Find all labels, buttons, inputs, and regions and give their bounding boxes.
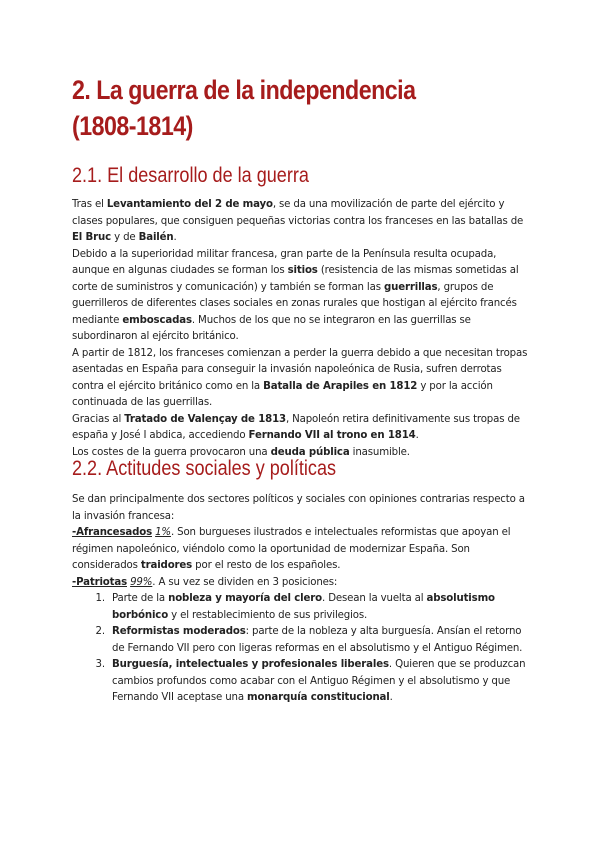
text: Gracias al	[72, 413, 125, 425]
bold-text: Burguesía, intelectuales y profesionales liberales	[112, 659, 389, 670]
bold-text: deuda pública	[270, 446, 350, 458]
bold-text: Levantamiento del 2 de mayo	[106, 199, 273, 210]
paragraph	[72, 346, 532, 412]
list-item	[108, 624, 532, 657]
text: , Napoleón retira definitivamente sus tropas de españa y José I abdica, accediendo	[72, 413, 520, 441]
text: Debido a la superioridad militar francesa, gran parte de la Península resulta ocupada, aunque en algunas ciudades se forman los	[72, 248, 497, 276]
bold-text: traidores	[140, 560, 193, 571]
patriotas-list	[72, 591, 532, 707]
subsection-title-actitudes: 2.2. Actitudes sociales y políticas	[72, 457, 337, 480]
bold-text: emboscadas	[122, 314, 192, 326]
section-title-line1: 2. La guerra de la independencia	[72, 75, 416, 105]
bold-text: nobleza y mayoría del clero	[168, 593, 323, 604]
text: . Muchos de los que no se integraron en las guerrillas se subordinaron al ejército británico.	[72, 314, 471, 342]
section-title-line2: (1808-1814)	[72, 111, 193, 141]
text: , grupos de guerrilleros de diferentes clases sociales en zonas rurales que hostigan al ejército francés mediante	[72, 281, 517, 326]
afrancesados-percent: 1%	[155, 527, 171, 538]
text: .	[173, 232, 177, 243]
bold-text: Tratado de Valençay de 1813	[124, 413, 286, 425]
text: y el restablecimiento de sus privilegios.	[168, 609, 368, 621]
bold-text: guerrillas	[383, 281, 438, 293]
afrancesados-paragraph	[72, 525, 532, 575]
patriotas-percent: 99%	[130, 576, 153, 588]
text: Tras el	[72, 199, 107, 210]
bold-text: El Bruc	[72, 232, 112, 243]
bold-text: Batalla de Arapiles en 1812	[263, 380, 418, 392]
text: .	[389, 692, 393, 703]
bold-text: Reformistas moderados	[112, 626, 246, 637]
text: y de	[111, 232, 139, 243]
afrancesados-label: -Afrancesados	[72, 527, 152, 538]
paragraph	[72, 197, 532, 247]
text: . Son burgueses ilustrados e intelectuales reformistas que apoyan el régimen napoleónico, viéndolo como la oportunidad de modernizar España. Son considerados	[72, 527, 511, 571]
text: A partir de 1812, los franceses comienzan a perder la guerra debido a que necesitan tropas asentadas en España para conseguir la invasión napoleónica de Rusia, sufren derrotas contra el ejército británico como en la	[72, 347, 528, 392]
bold-text: sitios	[287, 265, 318, 276]
patriotas-paragraph	[72, 575, 532, 592]
text: . A su vez se dividen en 3 posiciones:	[152, 576, 338, 588]
list-item	[108, 591, 532, 624]
bold-text: Fernando VII al trono en 1814	[248, 430, 416, 441]
text: Los costes de la guerra provocaron una	[72, 446, 271, 458]
text: (resistencia de las mismas sometidas al corte de suministros y comunicación) y también se forman las	[72, 265, 519, 293]
bold-text: monarquía constitucional	[247, 692, 390, 703]
paragraph	[72, 247, 532, 346]
text: por el resto de los españoles.	[192, 560, 341, 571]
text: . Desean la vuelta al	[322, 593, 427, 604]
text: inasumible.	[349, 446, 410, 458]
text: y por la acción continuada de las guerrillas.	[72, 380, 493, 408]
intro-paragraph: Se dan principalmente dos sectores políticos y sociales con opiniones contrarias respecto a la invasión francesa:	[72, 494, 525, 522]
actitudes-body	[72, 492, 532, 707]
desarrollo-body	[72, 197, 532, 461]
bold-text: Bailén	[138, 232, 174, 243]
subsection-title-desarrollo: 2.1. El desarrollo de la guerra	[72, 164, 309, 187]
paragraph	[72, 412, 532, 445]
text: , se da una movilización de parte del ejército y clases populares, que consiguen pequeñas victorias contra los franceses en las batallas de	[72, 199, 524, 227]
text: .	[415, 430, 419, 441]
text: . Quieren que se produzcan cambios profundos como acabar con el Antiguo Régimen y el absolutismo y que Fernando VII aceptase una	[112, 659, 526, 703]
patriotas-label: -Patriotas	[72, 576, 127, 588]
text: Parte de la	[112, 593, 169, 604]
section-title	[72, 72, 476, 144]
list-item	[108, 657, 532, 707]
bold-text: absolutismo borbónico	[112, 593, 495, 621]
text: : parte de la nobleza y alta burguesía. Ansían el retorno de Fernando VII pero con ligeras reformas en el absolutismo y el Antiguo Régimen.	[112, 626, 523, 654]
